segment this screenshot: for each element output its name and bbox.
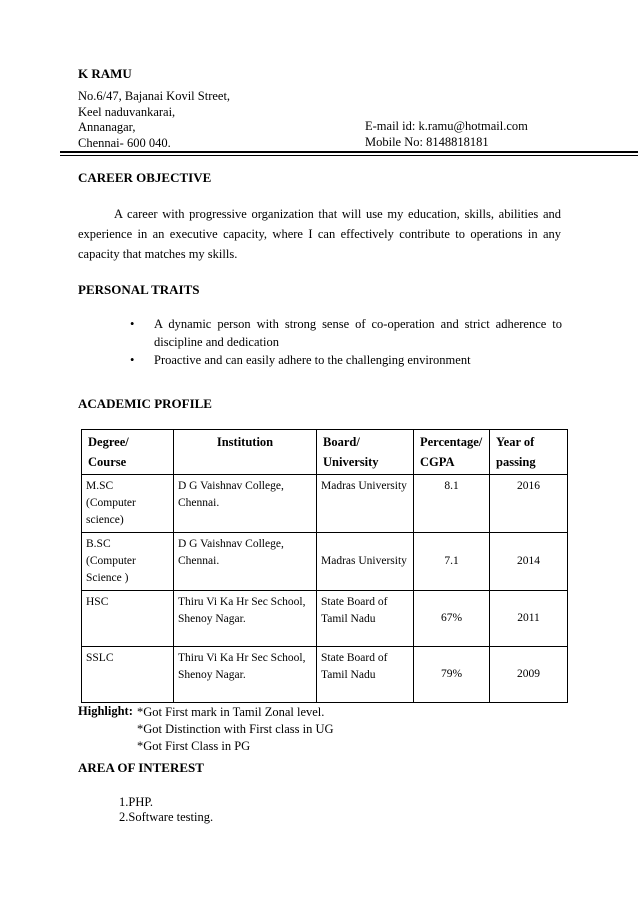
mobile-number: Mobile No: 8148818181 <box>365 135 489 149</box>
column-header-board: Board/ University <box>317 430 414 475</box>
course-cell: B.SC (Computer Science ) <box>82 533 174 591</box>
table-row <box>82 475 568 533</box>
header-divider-thin <box>60 155 638 156</box>
area-of-interest-heading: AREA OF INTEREST <box>78 760 204 775</box>
career-objective-text: A career with progressive organization that will use my education, skills, abilities and experience in an executive capacity, where I can effectively contribute to operations in any capacity that matches my skills. <box>78 207 561 261</box>
academic-table <box>81 429 568 703</box>
highlight-label: Highlight: <box>78 704 133 718</box>
board-cell: State Board of Tamil Nadu <box>317 647 414 703</box>
bullet-icon: • <box>130 317 135 331</box>
personal-traits-heading: PERSONAL TRAITS <box>78 282 200 297</box>
year-cell: 2011 <box>490 591 568 647</box>
score-cell: 7.1 <box>414 533 490 591</box>
table-row <box>82 647 568 703</box>
highlight-item: *Got Distinction with First class in UG <box>137 722 334 736</box>
score-cell: 67% <box>414 591 490 647</box>
personal-traits-list <box>130 316 562 370</box>
course-cell: SSLC <box>82 647 174 703</box>
bullet-icon: • <box>130 353 135 367</box>
header-divider <box>60 151 638 153</box>
course-cell: M.SC (Computer science) <box>82 475 174 533</box>
candidate-name: K RAMU <box>78 66 132 81</box>
course-cell: HSC <box>82 591 174 647</box>
year-cell: 2009 <box>490 647 568 703</box>
list-item <box>130 352 562 370</box>
year-cell: 2016 <box>490 475 568 533</box>
table-row <box>82 591 568 647</box>
interest-item: 1.PHP. <box>119 795 154 809</box>
board-cell: Madras University <box>317 475 414 533</box>
column-header-degree: Degree/ Course <box>82 430 174 475</box>
highlight-item: *Got First mark in Tamil Zonal level. <box>137 705 325 719</box>
year-cell: 2014 <box>490 533 568 591</box>
trait-text: Proactive and can easily adhere to the challenging environment <box>154 353 471 367</box>
institution-cell: Thiru Vi Ka Hr Sec School, Shenoy Nagar. <box>174 647 317 703</box>
address-line-1: No.6/47, Bajanai Kovil Street, <box>78 89 231 103</box>
column-header-year: Year of passing <box>490 430 568 475</box>
table-header-row <box>82 430 568 475</box>
trait-text: A dynamic person with strong sense of co-operation and strict adherence to discipline and dedication <box>154 317 562 349</box>
institution-cell: D G Vaishnav College, Chennai. <box>174 475 317 533</box>
score-cell: 79% <box>414 647 490 703</box>
highlight-item: *Got First Class in PG <box>137 739 251 753</box>
score-cell: 8.1 <box>414 475 490 533</box>
email-address: E-mail id: k.ramu@hotmail.com <box>365 119 528 133</box>
list-item <box>130 316 562 351</box>
table-row <box>82 533 568 591</box>
column-header-institution: Institution <box>174 430 317 475</box>
academic-profile-heading: ACADEMIC PROFILE <box>78 396 212 411</box>
address-line-4: Chennai- 600 040. <box>78 136 171 150</box>
column-header-percentage: Percentage/ CGPA <box>414 430 490 475</box>
address-line-3: Annanagar, <box>78 120 136 134</box>
board-cell: Madras University <box>317 533 414 591</box>
address-line-2: Keel naduvankarai, <box>78 105 176 119</box>
career-objective-heading: CAREER OBJECTIVE <box>78 170 212 185</box>
institution-cell: Thiru Vi Ka Hr Sec School, Shenoy Nagar. <box>174 591 317 647</box>
interest-item: 2.Software testing. <box>119 810 214 824</box>
institution-cell: D G Vaishnav College, Chennai. <box>174 533 317 591</box>
board-cell: State Board of Tamil Nadu <box>317 591 414 647</box>
